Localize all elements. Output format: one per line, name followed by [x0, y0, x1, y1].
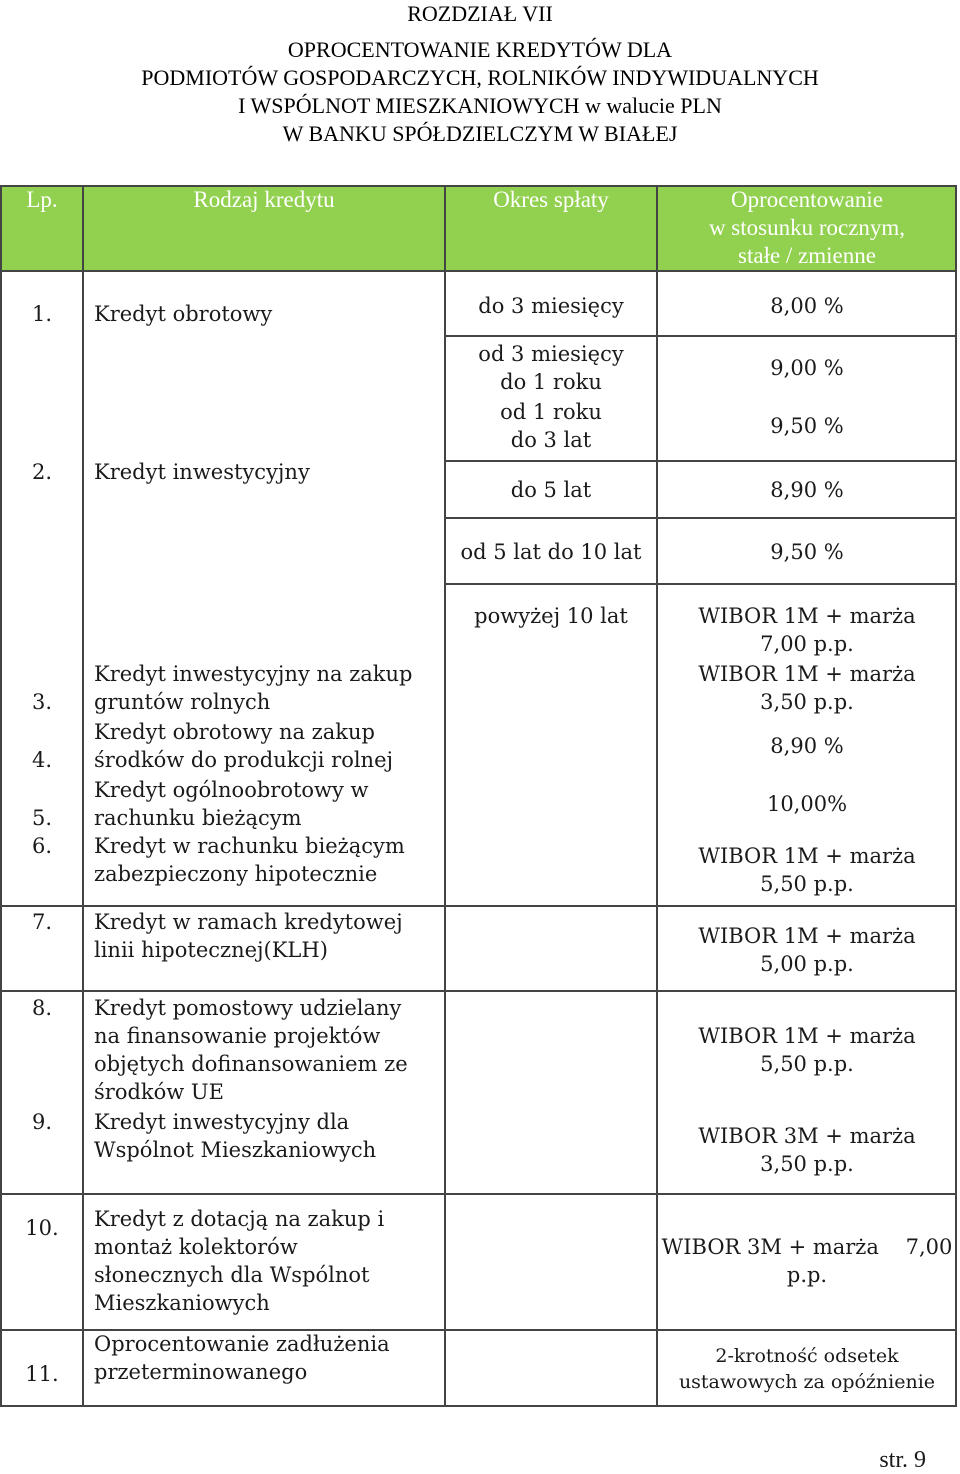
- page-number: str. 9: [879, 1447, 926, 1473]
- row7-rate-line1: WIBOR 1M + marża: [698, 924, 916, 948]
- row-line-2: [444, 460, 957, 462]
- row6-name-line1: Kredyt w rachunku bieżącym: [94, 834, 405, 858]
- row1b-period-line1: od 3 miesięcy: [478, 342, 624, 366]
- row1b-rate: 9,00 %: [770, 356, 844, 380]
- row9-rate-line1: WIBOR 3M + marża: [698, 1124, 916, 1148]
- col-header-rate-1: Oprocentowanie: [731, 187, 883, 212]
- row9-lp: 9.: [31, 1110, 53, 1134]
- row11-rate-line1: 2-krotność odsetek: [715, 1345, 899, 1367]
- row8-name-line3: objętych dofinansowaniem ze: [94, 1052, 408, 1076]
- row8-lp: 8.: [31, 996, 53, 1020]
- row6-rate-line1: WIBOR 1M + marża: [698, 844, 916, 868]
- row6-lp: 6.: [31, 834, 53, 858]
- row5-rate: 10,00%: [766, 792, 848, 816]
- row3-lp: 3.: [31, 690, 53, 714]
- row2c-period: powyżej 10 lat: [474, 604, 628, 628]
- row2b-rate: 9,50 %: [770, 540, 844, 564]
- row7-lp: 7.: [31, 910, 53, 934]
- row3-rate-line2: 3,50 p.p.: [760, 690, 854, 714]
- row2c-rate-line1: WIBOR 1M + marża: [698, 604, 916, 628]
- col-divider-type-lower: [444, 585, 446, 1407]
- row11-rate-line2: ustawowych za opóźnienie: [678, 1371, 936, 1393]
- row4-name-line1: Kredyt obrotowy na zakup: [94, 720, 375, 744]
- row4-rate: 8,90 %: [770, 734, 844, 758]
- row-line-1: [444, 335, 957, 337]
- row8-rate-line1: WIBOR 1M + marża: [698, 1024, 916, 1048]
- col-header-lp: Lp.: [26, 187, 58, 212]
- row8-rate-line2: 5,50 p.p.: [760, 1052, 854, 1076]
- row10-name-line2: montaż kolektorów: [94, 1235, 298, 1259]
- row10-lp: 10.: [25, 1216, 59, 1240]
- row9-name-line1: Kredyt inwestycyjny dla: [94, 1110, 350, 1134]
- title-line-4: W BANKU SPÓŁDZIELCZYM W BIAŁEJ: [282, 121, 678, 146]
- row1b-period-line2: do 1 roku: [500, 370, 602, 394]
- col-divider-lp: [82, 185, 84, 1407]
- row1-rate: 8,00 %: [770, 294, 844, 318]
- row6-rate-line2: 5,50 p.p.: [760, 872, 854, 896]
- row3-rate-line1: WIBOR 1M + marża: [698, 662, 916, 686]
- row10-name-line1: Kredyt z dotacją na zakup i: [94, 1207, 385, 1231]
- row6-name-line2: zabezpieczony hipotecznie: [94, 862, 378, 886]
- row5-lp: 5.: [31, 806, 53, 830]
- row4-name-line2: środków do produkcji rolnej: [94, 748, 394, 772]
- row2b-period: od 5 lat do 10 lat: [460, 540, 642, 564]
- row2-rate: 8,90 %: [770, 478, 844, 502]
- title-line-2: PODMIOTÓW GOSPODARCZYCH, ROLNIKÓW INDYWIDUALNYCH: [141, 65, 819, 90]
- col-header-rate-2: w stosunku rocznym,: [708, 215, 906, 240]
- row1-period: do 3 miesięcy: [478, 294, 624, 318]
- row11-lp: 11.: [25, 1362, 59, 1386]
- row7-name-line1: Kredyt w ramach kredytowej: [94, 910, 403, 934]
- row5-name-line1: Kredyt ogólnoobrotowy w: [94, 778, 369, 802]
- row2c-rate-line2: 7,00 p.p.: [760, 632, 854, 656]
- row1c-rate: 9,50 %: [770, 414, 844, 438]
- row9-rate-line2: 3,50 p.p.: [760, 1152, 854, 1176]
- col-header-type: Rodzaj kredytu: [193, 187, 335, 212]
- col-header-rate-3: stałe / zmienne: [738, 243, 876, 268]
- row1c-period-line2: do 3 lat: [510, 428, 592, 452]
- row-line-6: [0, 905, 957, 907]
- row2-period: do 5 lat: [510, 478, 592, 502]
- row4-lp: 4.: [31, 748, 53, 772]
- row1-name: Kredyt obrotowy: [94, 302, 273, 326]
- row3-name-line2: gruntów rolnych: [94, 690, 271, 714]
- row10-rate-line2: p.p.: [786, 1263, 828, 1287]
- row-line-3: [444, 517, 957, 519]
- row8-name-line1: Kredyt pomostowy udzielany: [94, 996, 402, 1020]
- header-bottom-line: [0, 270, 957, 272]
- row10-name-line3: słonecznych dla Wspólnot: [94, 1263, 370, 1287]
- row10-rate-line1: WIBOR 3M + marża 7,00: [661, 1235, 953, 1259]
- row-line-7: [0, 990, 957, 992]
- row2-lp: 2.: [31, 460, 53, 484]
- row3-name-line1: Kredyt inwestycyjny na zakup: [94, 662, 413, 686]
- row-line-9: [0, 1193, 957, 1195]
- col-header-period: Okres spłaty: [493, 187, 609, 212]
- title-line-1: OPROCENTOWANIE KREDYTÓW DLA: [287, 37, 673, 62]
- table-border-bottom: [0, 1405, 957, 1407]
- row8-name-line4: środków UE: [94, 1080, 224, 1104]
- row-line-4: [444, 583, 957, 585]
- row1-lp: 1.: [31, 302, 53, 326]
- row9-name-line2: Wspólnot Mieszkaniowych: [94, 1138, 377, 1162]
- table-border-top: [0, 185, 957, 187]
- row2-name: Kredyt inwestycyjny: [94, 460, 310, 484]
- row11-name-line2: przeterminowanego: [94, 1360, 308, 1384]
- row11-name-line1: Oprocentowanie zadłużenia: [94, 1332, 390, 1356]
- row5-name-line2: rachunku bieżącym: [94, 806, 302, 830]
- row1c-period-line1: od 1 roku: [500, 400, 602, 424]
- row10-name-line4: Mieszkaniowych: [94, 1291, 270, 1315]
- chapter-heading: ROZDZIAŁ VII: [407, 1, 553, 26]
- row7-name-line2: linii hipotecznej(KLH): [94, 938, 328, 962]
- row8-name-line2: na finansowanie projektów: [94, 1024, 381, 1048]
- row7-rate-line2: 5,00 p.p.: [760, 952, 854, 976]
- title-line-3: I WSPÓLNOT MIESZKANIOWYCH w walucie PLN: [238, 93, 722, 118]
